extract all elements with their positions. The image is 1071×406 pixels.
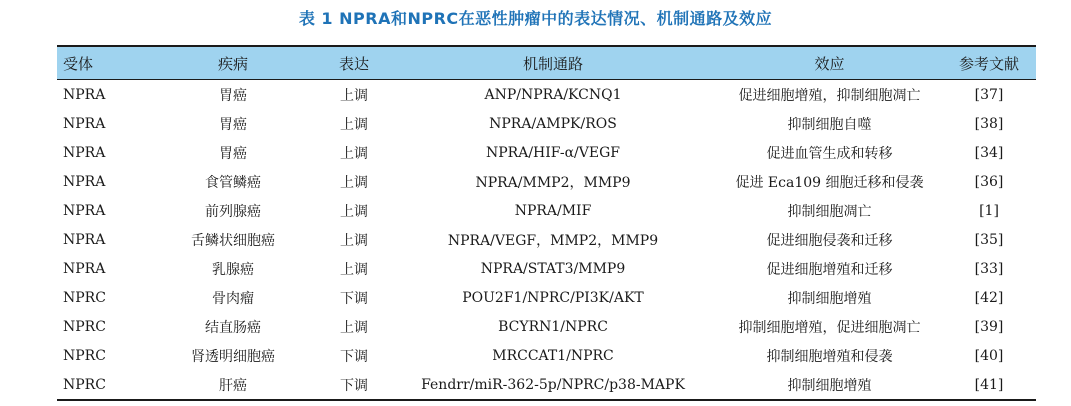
table-row — [57, 196, 1036, 225]
table-row — [57, 109, 1036, 138]
header-disease: 疾病 — [147, 46, 319, 80]
cell-reference: [40] — [974, 347, 1004, 364]
table-row — [57, 254, 1036, 283]
cell-effect: 抑制细胞凋亡 — [787, 203, 872, 220]
table-row — [57, 138, 1036, 167]
receptor-table — [57, 45, 1036, 401]
table-body — [57, 80, 1036, 401]
cell-reference: [36] — [974, 173, 1004, 190]
cell-pathway: NPRA/HIF-α/VEGF — [486, 144, 620, 161]
cell-effect: 抑制细胞增殖 — [787, 290, 872, 307]
cell-disease: 肾透明细胞癌 — [191, 348, 275, 365]
cell-receptor: NPRA — [63, 260, 106, 277]
cell-pathway: ANP/NPRA/KCNQ1 — [484, 86, 622, 103]
header-reference: 参考文献 — [942, 46, 1036, 80]
cell-disease: 骨肉瘤 — [212, 290, 254, 307]
cell-receptor: NPRA — [63, 202, 106, 219]
cell-reference: [35] — [974, 231, 1004, 248]
cell-reference: [42] — [974, 289, 1004, 306]
cell-pathway: NPRA/STAT3/MMP9 — [480, 260, 626, 277]
cell-effect: 抑制细胞增殖和侵袭 — [766, 348, 893, 365]
cell-reference: [33] — [974, 260, 1004, 277]
table-row — [57, 80, 1036, 110]
header-pathway: 机制通路 — [389, 46, 717, 80]
cell-effect: 抑制细胞自噬 — [787, 116, 872, 133]
cell-reference: [34] — [974, 144, 1004, 161]
cell-effect: 抑制细胞增殖，促进细胞凋亡 — [738, 319, 921, 336]
cell-disease: 胃癌 — [219, 116, 247, 133]
cell-disease: 前列腺癌 — [205, 203, 261, 220]
cell-expression: 下调 — [340, 348, 368, 365]
cell-receptor: NPRA — [63, 144, 106, 161]
cell-effect: 促进细胞增殖和迁移 — [766, 261, 893, 278]
cell-disease: 胃癌 — [219, 145, 247, 162]
cell-expression: 下调 — [319, 370, 389, 400]
cell-reference: [41] — [942, 370, 1036, 400]
table-row — [57, 341, 1036, 370]
table-row — [57, 167, 1036, 196]
cell-disease: 食管鳞癌 — [205, 174, 261, 191]
cell-expression: 上调 — [340, 174, 368, 191]
cell-pathway: BCYRN1/NPRC — [498, 318, 608, 335]
cell-disease: 乳腺癌 — [212, 261, 254, 278]
cell-receptor: NPRA — [63, 115, 106, 132]
cell-disease: 肝癌 — [147, 370, 319, 400]
cell-receptor: NPRA — [63, 231, 106, 248]
cell-effect: 促进 Eca109 细胞迁移和侵袭 — [735, 174, 924, 191]
cell-reference: [1] — [979, 202, 999, 219]
table-header-row — [57, 46, 1036, 80]
cell-expression: 上调 — [340, 261, 368, 278]
cell-effect: 促进细胞侵袭和迁移 — [766, 232, 893, 249]
header-effect: 效应 — [717, 46, 942, 80]
cell-expression: 上调 — [340, 203, 368, 220]
cell-expression: 上调 — [340, 232, 368, 249]
cell-effect: 促进细胞增殖，抑制细胞凋亡 — [738, 87, 921, 104]
cell-expression: 上调 — [340, 116, 368, 133]
cell-receptor: NPRA — [63, 86, 106, 103]
table-row — [57, 283, 1036, 312]
cell-pathway: POU2F1/NPRC/PI3K/AKT — [462, 289, 644, 306]
cell-pathway: NPRA/MIF — [514, 202, 592, 219]
cell-reference: [37] — [974, 86, 1004, 103]
table-row — [57, 370, 1036, 400]
cell-disease: 舌鳞状细胞癌 — [191, 232, 275, 249]
cell-disease: 胃癌 — [219, 87, 247, 104]
cell-effect: 促进血管生成和转移 — [766, 145, 893, 162]
cell-expression: 上调 — [340, 87, 368, 104]
table-caption: 表 1 NPRA和NPRC在恶性肿瘤中的表达情况、机制通路及效应 — [298, 9, 773, 28]
cell-expression: 下调 — [340, 290, 368, 307]
table-row — [57, 312, 1036, 341]
cell-pathway: MRCCAT1/NPRC — [492, 347, 614, 364]
cell-receptor: NPRA — [63, 173, 106, 190]
cell-receptor: NPRC — [57, 370, 147, 400]
table-row — [57, 225, 1036, 254]
cell-expression: 上调 — [340, 319, 368, 336]
cell-reference: [39] — [974, 318, 1004, 335]
cell-receptor: NPRC — [63, 347, 106, 364]
header-receptor: 受体 — [57, 46, 147, 80]
cell-disease: 结直肠癌 — [205, 319, 261, 336]
cell-receptor: NPRC — [63, 289, 106, 306]
header-expression: 表达 — [319, 46, 389, 80]
cell-pathway: NPRA/MMP2，MMP9 — [475, 174, 631, 191]
cell-pathway: NPRA/AMPK/ROS — [489, 115, 617, 132]
cell-pathway: NPRA/VEGF，MMP2，MMP9 — [447, 232, 659, 249]
cell-receptor: NPRC — [63, 318, 106, 335]
cell-effect: 抑制细胞增殖 — [717, 370, 942, 400]
cell-pathway: Fendrr/miR-362-5p/NPRC/p38-MAPK — [389, 370, 717, 400]
cell-reference: [38] — [974, 115, 1004, 132]
cell-expression: 上调 — [340, 145, 368, 162]
